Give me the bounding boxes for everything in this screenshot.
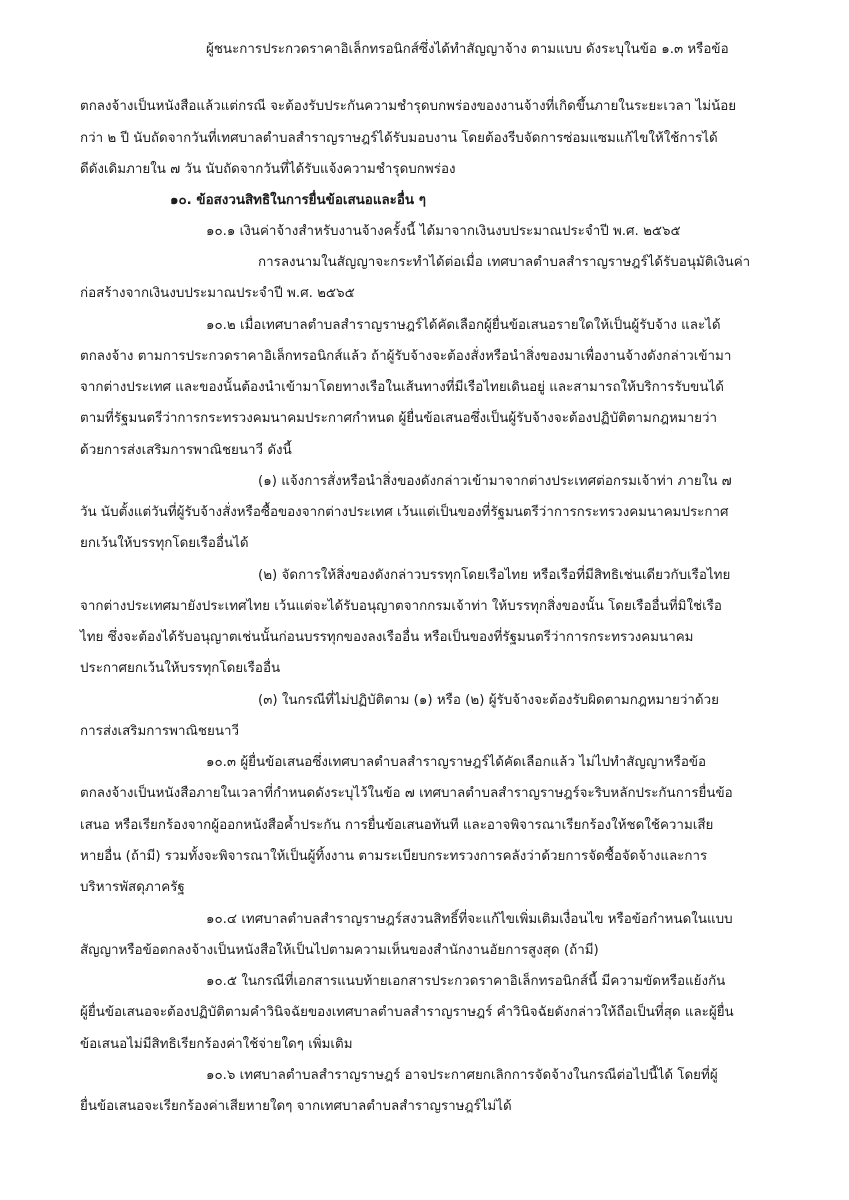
text-line: วัน นับตั้งแต่วันที่ผู้รับจ้างสั่งหรือซื้อของจากต่างประเทศ เว้นแต่เป็นของที่รัฐมนตรีว่าการกระทรวงคมนาคมประกาศ (80, 505, 729, 520)
text-line: ๑๐.๒ เมื่อเทศบาลตำบลสำราญราษฎร์ได้คัดเลือกผู้ยื่นข้อเสนอรายใดให้เป็นผู้รับจ้าง และได้ (206, 318, 721, 333)
text-line: ๑๐.๑ เงินค่าจ้างสำหรับงานจ้างครั้งนี้ ได้มาจากเงินงบประมาณประจำปี พ.ศ. ๒๕๖๕ (206, 224, 681, 239)
text-line: ประกาศยกเว้นให้บรรทุกโดยเรืออื่น (80, 661, 281, 676)
text-line: ยื่นข้อเสนอจะเรียกร้องค่าเสียหายใดๆ จากเทศบาลตำบลสำราญราษฎร์ไม่ได้ (80, 1099, 512, 1114)
text-line: การส่งเสริมการพาณิชยนาวี (80, 724, 240, 739)
text-line: หายอื่น (ถ้ามี) รวมทั้งจะพิจารณาให้เป็นผู้ทิ้งงาน ตามระเบียบกระทรวงการคลังว่าด้วยการจัดซื้อจัดจ้างและการ (80, 849, 708, 864)
text-line: ผู้ยื่นข้อเสนอจะต้องปฏิบัติตามคำวินิจฉัยของเทศบาลตำบลสำราญราษฎร์ คำวินิจฉัยดังกล่าวให้ถือเป็นที่สุด และผู้ยื่น (80, 1005, 734, 1020)
text-line: จากต่างประเทศ และของนั้นต้องนำเข้ามาโดยทางเรือในเส้นทางที่มีเรือไทยเดินอยู่ และสามารถให้บริการรับขนได้ (80, 380, 724, 395)
text-line: ด้วยการส่งเสริมการพาณิชยนาวี ดังนี้ (80, 443, 292, 458)
text-line: การลงนามในสัญญาจะกระทำได้ต่อเมื่อ เทศบาลตำบลสำราญราษฎร์ได้รับอนุมัติเงินค่า (258, 255, 751, 270)
text-line: ตกลงจ้าง ตามการประกวดราคาอิเล็กทรอนิกส์แล้ว ถ้าผู้รับจ้างจะต้องสั่งหรือนำสิ่งของมาเพื่องานจ้างดังกล่าวเข้ามา (80, 349, 732, 364)
section-heading: ๑๐. ข้อสงวนสิทธิในการยื่นข้อเสนอและอื่น ๆ (170, 193, 426, 208)
text-line: ตามที่รัฐมนตรีว่าการกระทรวงคมนาคมประกาศกำหนด ผู้ยื่นข้อเสนอซึ่งเป็นผู้รับจ้างจะต้องปฏิบัติตามกฎหมายว่า (80, 411, 718, 426)
text-line: (๑) แจ้งการสั่งหรือนำสิ่งของดังกล่าวเข้ามาจากต่างประเทศต่อกรมเจ้าท่า ภายใน ๗ (258, 474, 732, 489)
text-line: จากต่างประเทศมายังประเทศไทย เว้นแต่จะได้รับอนุญาตจากกรมเจ้าท่า ให้บรรทุกสิ่งของนั้น โดยเรืออื่นที่มิใช่เรือ (80, 599, 722, 614)
text-line: ๑๐.๕ ในกรณีที่เอกสารแนบท้ายเอกสารประกวดราคาอิเล็กทรอนิกส์นี้ มีความขัดหรือแย้งกัน (206, 974, 726, 989)
text-line: ข้อเสนอไม่มีสิทธิเรียกร้องค่าใช้จ่ายใดๆ เพิ่มเติม (80, 1037, 353, 1052)
text-line: ๑๐.๔ เทศบาลตำบลสำราญราษฎร์สงวนสิทธิ์ที่จะแก้ไขเพิ่มเติมเงื่อนไข หรือข้อกำหนดในแบบ (206, 912, 733, 927)
text-line: ยกเว้นให้บรรทุกโดยเรืออื่นได้ (80, 536, 249, 551)
text-line: ตกลงจ้างเป็นหนังสือแล้วแต่กรณี จะต้องรับประกันความชำรุดบกพร่องของงานจ้างที่เกิดขึ้นภายในระยะเวลา ไม่น้อย (80, 99, 737, 114)
text-line: ผู้ชนะการประกวดราคาอิเล็กทรอนิกส์ซึ่งได้ทำสัญญาจ้าง ตามแบบ ดังระบุในข้อ ๑.๓ หรือข้อ (206, 42, 729, 57)
text-line: ไทย ซึ่งจะต้องได้รับอนุญาตเช่นนั้นก่อนบรรทุกของลงเรืออื่น หรือเป็นของที่รัฐมนตรีว่าการกระทรวงคมนาคม (80, 630, 694, 645)
text-line: เสนอ หรือเรียกร้องจากผู้ออกหนังสือค้ำประกัน การยื่นข้อเสนอทันที และอาจพิจารณาเรียกร้องให้ชดใช้ความเสีย (80, 818, 714, 833)
text-line: ๑๐.๓ ผู้ยื่นข้อเสนอซึ่งเทศบาลตำบลสำราญราษฎร์ได้คัดเลือกแล้ว ไม่ไปทำสัญญาหรือข้อ (206, 755, 707, 770)
text-line: ดีดังเดิมภายใน ๗ วัน นับถัดจากวันที่ได้รับแจ้งความชำรุดบกพร่อง (80, 162, 456, 177)
text-line: บริหารพัสดุภาครัฐ (80, 880, 185, 895)
text-line: กว่า ๒ ปี นับถัดจากวันที่เทศบาลตำบลสำราญราษฎร์ได้รับมอบงาน โดยต้องรีบจัดการซ่อมแซมแก้ไขให้ใช้การได้ (80, 131, 718, 146)
text-line: ก่อสร้างจากเงินงบประมาณประจำปี พ.ศ. ๒๕๖๕ (80, 286, 355, 301)
text-line: (๓) ในกรณีที่ไม่ปฏิบัติตาม (๑) หรือ (๒) ผู้รับจ้างจะต้องรับผิดตามกฎหมายว่าด้วย (258, 693, 719, 708)
text-line: สัญญาหรือข้อตกลงจ้างเป็นหนังสือให้เป็นไปตามความเห็นของสำนักงานอัยการสูงสุด (ถ้ามี) (80, 943, 599, 958)
text-line: (๒) จัดการให้สิ่งของดังกล่าวบรรทุกโดยเรือไทย หรือเรือที่มีสิทธิเช่นเดียวกับเรือไทย (258, 568, 731, 583)
text-line: ตกลงจ้างเป็นหนังสือภายในเวลาที่กำหนดดังระบุไว้ในข้อ ๗ เทศบาลตำบลสำราญราษฎร์จะริบหลักประกันการยื่นข้อ (80, 786, 733, 801)
text-line: ๑๐.๖ เทศบาลตำบลสำราญราษฎร์ อาจประกาศยกเลิกการจัดจ้างในกรณีต่อไปนี้ได้ โดยที่ผู้ (206, 1068, 718, 1083)
